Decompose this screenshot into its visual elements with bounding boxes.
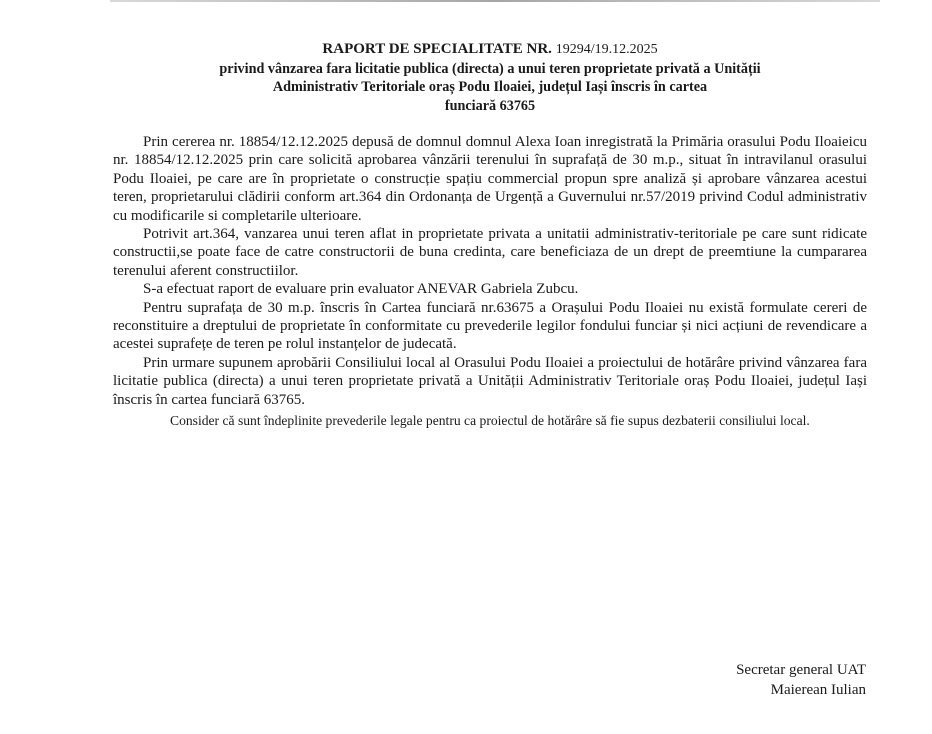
title-prefix: RAPORT DE SPECIALITATE NR. — [322, 41, 552, 57]
paragraph-evaluation: S-a efectuat raport de evaluare prin evaluator ANEVAR Gabriela Zubcu. — [143, 281, 579, 298]
subtitle-line-2: Administrativ Teritoriale oraș Podu Iloaiei, județul Iași înscris în cartea — [272, 79, 708, 95]
paragraph-land-status: Pentru suprafața de 30 m.p. înscris în Cartea funciară nr.63675 a Orașului Podu Iloaiei nu există formulate cereri de reconstituire a dreptului de proprietate în conformitate cu prevederile legilor fondului funciar și nici acțiuni de revendicare a acestei suprafețe de teren pe rolul instanțelor de judecată. — [113, 299, 867, 353]
paragraph-proposal: Prin urmare supunem aprobării Consiliului local al Orasului Podu Iloaiei a proiectului de hotărâre privind vânzarea fara licitatie publica (directa) a unui teren proprietate privată a Unității Administrativ Teritoriale oraș Podu Iloaiei, județul Iași înscris în cartea funciară 63765. — [113, 354, 867, 408]
signature-name: Maierean Iulian — [770, 682, 866, 698]
document-page — [113, 40, 867, 430]
paragraph-legal-basis: Potrivit art.364, vanzarea unui teren aflat in proprietate privata a unitatii administrativ-teritoriale pe care sunt ridicate constructii,se poate face de catre constructorii de buna credinta, care beneficiaza de un drept de preemtiune la cumpararea terenului aferent constructiilor. — [113, 226, 867, 279]
top-border-line — [110, 0, 880, 2]
signature-block — [736, 660, 866, 700]
title-line — [113, 40, 867, 60]
report-number: 19294/19.12.2025 — [555, 42, 658, 57]
paragraph-request: Prin cererea nr. 18854/12.12.2025 depusă de domnul domnul Alexa Ioan inregistrată la Primăria orasului Podu Iloaieicu nr. 18854/12.12.2025 prin care solicită aprobarea vânzării terenului în suprafață de 30 m.p., situat în intravilanul orasului Podu Iloaiei, pe care are în proprietate o construcție spațiu commercial propun spre analiză și aprobare vânzarea acestui teren, proprietarului clădirii conform art.364 din Ordonanța de Urgență a Guvernului nr.57/2019 privind Codul administrativ cu modificarile si completarile ulterioare. — [113, 134, 867, 224]
paragraph-conclusion: Consider că sunt îndeplinite prevederile legale pentru ca proiectul de hotărâre să fie supus dezbaterii consiliului local. — [170, 413, 810, 429]
signature-role: Secretar general UAT — [736, 662, 866, 678]
document-title — [113, 40, 867, 115]
subtitle-line-1: privind vânzarea fara licitatie publica (directa) a unui teren proprietate privată a Unității — [219, 60, 761, 77]
document-body — [113, 133, 867, 430]
subtitle-line-3: funciară 63765 — [444, 97, 536, 114]
